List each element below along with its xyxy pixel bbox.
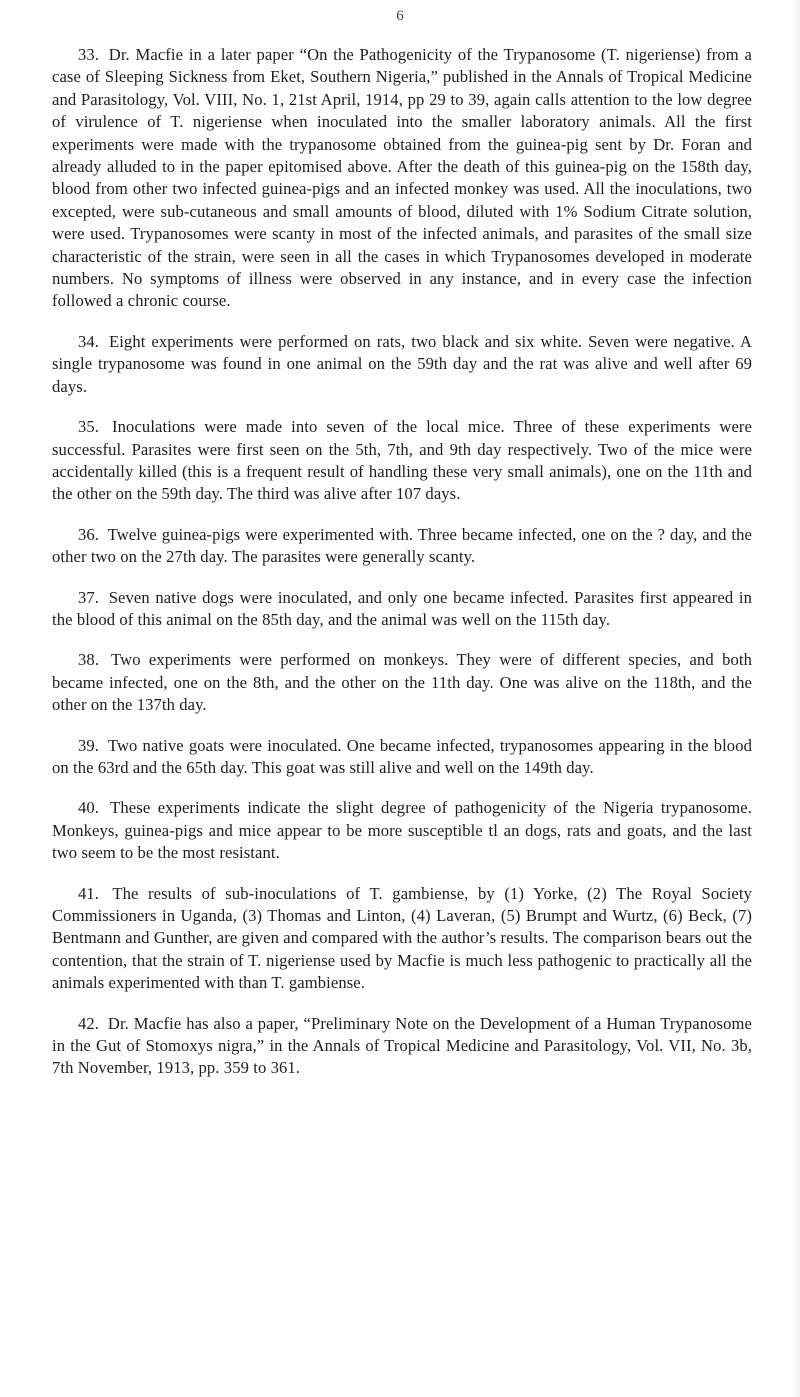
paragraph-number: 33. xyxy=(78,45,100,64)
paragraph-text: Two experiments were performed on monkeys. They were of different species, and both became infected, one on the 8th, and the other on the 11th day. One was alive on the 118th, and the other on the 137th day. xyxy=(52,650,752,715)
paragraph-text: These experiments indicate the slight degree of pathogenicity of the Nigeria trypanosome. Monkeys, guinea-pigs and mice appear to be more susceptible tl an dogs, rats and goats, and the last two seem to be the most resistant. xyxy=(52,798,753,863)
paragraph-number: 34. xyxy=(78,331,100,351)
paragraph-text: Two native goats were inoculated. One became infected, trypanosomes appearing in the blood on the 63rd and the 65th day. This goat was still alive and well on the 149th day. xyxy=(52,735,752,777)
paragraph-number: 36. xyxy=(78,524,100,544)
paragraph-38 xyxy=(52,649,752,716)
paragraph-number: 35. xyxy=(78,417,100,437)
paragraph-text: Seven native dogs were inoculated, and only one became infected. Parasites first appeared in the blood of this animal on the 85th day, and the animal was well on the 115th day. xyxy=(52,587,752,629)
paragraph-33 xyxy=(52,44,752,313)
paragraph-text: Eight experiments were performed on rats, two black and six white. Seven were negative. A single trypanosome was found in one animal on the 59th day and the rat was alive and well after 69 days. xyxy=(52,331,752,396)
paragraph-number: 39. xyxy=(78,735,100,755)
paragraph-number: 41. xyxy=(78,883,100,903)
paragraph-34 xyxy=(52,331,752,398)
paragraph-text: The results of sub-inoculations of T. gambiense, by (1) Yorke, (2) The Royal Society Commissioners in Uganda, (3) Thomas and Linton, (4) Laveran, (5) Brumpt and Wurtz, (6) Beck, (7) Bentmann and Gunther, are given and compared with the author’s results. The comparison bears out the contention, that the strain of T. nigeriense used by Macfie is much less pathogenic to practically all the animals experimented with than T. gambiense. xyxy=(52,883,752,993)
paragraph-39 xyxy=(52,735,752,780)
paragraph-37 xyxy=(52,587,752,632)
paragraph-41 xyxy=(52,883,752,995)
page-edge-shadow xyxy=(792,0,800,1397)
paragraph-42 xyxy=(52,1013,752,1080)
paragraph-35 xyxy=(52,416,752,506)
paragraph-text: Twelve guinea-pigs were experimented with. Three became infected, one on the ? day, and the other two on the 27th day. The parasites were generally scanty. xyxy=(52,524,752,567)
paragraph-40 xyxy=(52,797,752,864)
paragraph-number: 42. xyxy=(78,1013,100,1033)
paragraph-number: 38. xyxy=(78,650,100,670)
paragraph-number: 40. xyxy=(78,798,100,818)
paragraph-text: Dr. Macfie has also a paper, “Preliminary Note on the Development of a Human Trypanosome in the Gut of Stomoxys nigra,” in the Annals of Tropical Medicine and Parasitology, Vol. VII, No. 3b, 7th November, 1913, pp. 359 to 361. xyxy=(52,1013,752,1078)
paragraph-text: Dr. Macfie in a later paper “On the Pathogenicity of the Trypanosome (T. nigeriense) from a case of Sleeping Sickness from Eket, Southern Nigeria,” published in the Annals of Tropical Medicine and Parasitology, Vol. VIII, No. 1, 21st April, 1914, pp 29 to 39, again calls attention to the low degree of virulence of T. nigeriense when inoculated into the smaller laboratory animals. All the first experiments were made with the trypanosome obtained from the guinea-pig sent by Dr. Foran and already alluded to in the paper epitomised above. After the death of this guinea-pig on the 158th day, blood from other two infected guinea-pigs and an infected monkey was used. All the inoculations, two excepted, were sub-cutaneous and small amounts of blood, diluted with 1% Sodium Citrate solution, were used. Trypanosomes were scanty in most of the infected animals, and parasites of the small size characteristic of the strain, were seen in all the cases in which Trypanosomes developed in moderate numbers. No symptoms of illness were observed in any instance, and in every case the infection followed a chronic course. xyxy=(52,45,752,311)
paragraph-number: 37. xyxy=(78,587,100,607)
body-text xyxy=(52,44,752,1098)
paragraph-text: Inoculations were made into seven of the local mice. Three of these experiments were successful. Parasites were first seen on the 5th, 7th, and 9th day respectively. Two of the mice were accidentally killed (this is a frequent result of handling these very small animals), one on the 11th and the other on the 59th day. The third was alive after 107 days. xyxy=(52,417,753,504)
page-number: 6 xyxy=(396,8,404,24)
paragraph-36 xyxy=(52,524,752,569)
